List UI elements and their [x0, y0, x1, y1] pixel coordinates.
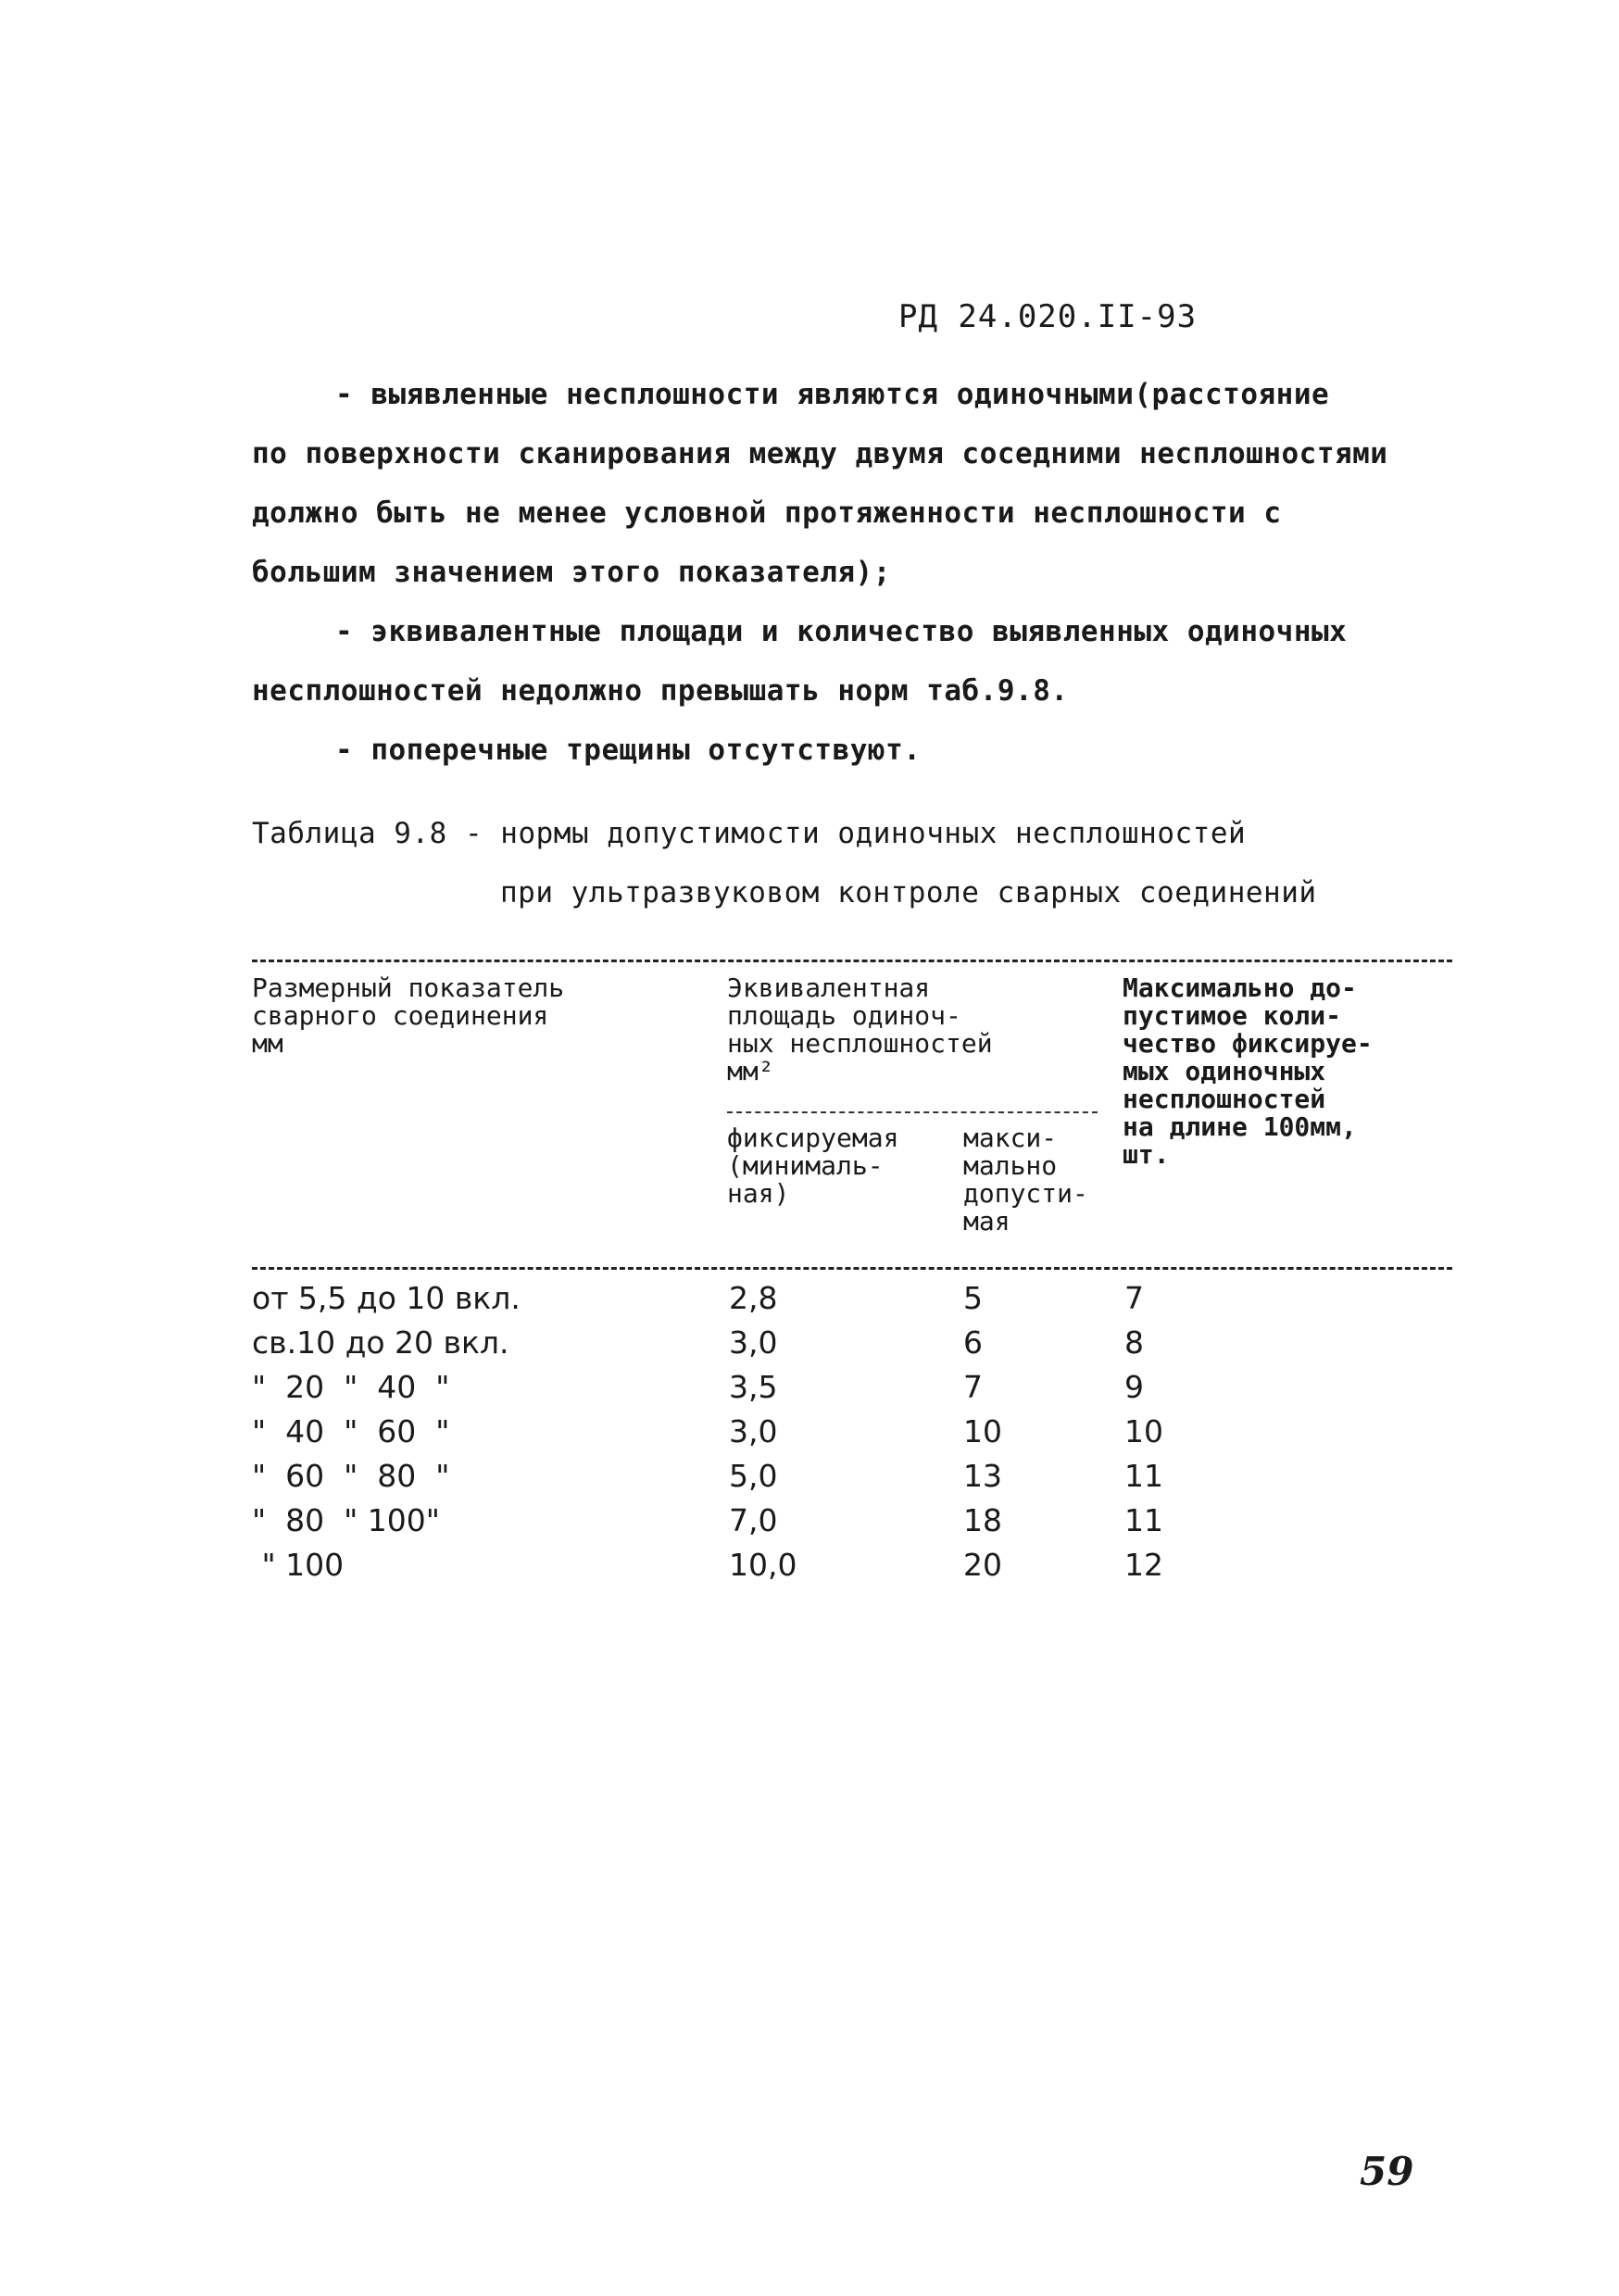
table-cell-min: 7,0: [729, 1502, 778, 1538]
table-cell-count: 7: [1124, 1280, 1144, 1316]
table-cell-max: 13: [963, 1458, 1002, 1494]
table-caption-line2: при ультразвуковом контроле сварных соединений: [500, 876, 1317, 910]
col-area-min-header: фиксируемая (минималь- ная): [727, 1123, 899, 1209]
table-cell-min: 3,0: [729, 1324, 778, 1361]
table-cell-max: 6: [963, 1324, 983, 1361]
table-top-rule: [252, 960, 1452, 962]
table-cell-count: 11: [1124, 1502, 1163, 1538]
table-cell-max: 7: [963, 1369, 983, 1405]
table-cell-count: 11: [1124, 1458, 1163, 1494]
col-size-header: Размерный показатель сварного соединения мм: [252, 972, 565, 1059]
header-bottom-rule: [252, 1267, 1452, 1270]
table-cell-max: 20: [963, 1547, 1002, 1583]
col-count-header: Максимально до- пустимое коли- чество фиксируе- мых одиночных несплошностей на длине 100мм, шт.: [1123, 972, 1373, 1170]
paragraph-line: по поверхности сканирования между двумя соседними несплошностями: [252, 437, 1388, 470]
table-cell-min: 10,0: [729, 1547, 797, 1583]
table-cell-min: 5,0: [729, 1458, 778, 1494]
paragraph-line: - поперечные трещины отсутствуют.: [335, 734, 922, 767]
subheader-rule: [727, 1111, 1098, 1113]
page-number: 59: [1360, 2149, 1414, 2194]
paragraph-line: - выявленные несплошности являются одиночными(расстояние: [335, 378, 1330, 411]
paragraph-line: несплошностей недолжно превышать норм таб.9.8.: [252, 674, 1069, 708]
table-cell-size: " 100: [252, 1547, 345, 1583]
table-cell-count: 10: [1124, 1413, 1163, 1449]
table-cell-max: 18: [963, 1502, 1002, 1538]
table-caption-line1: Таблица 9.8 - нормы допустимости одиночных несплошностей: [252, 817, 1247, 850]
table-cell-size: св.10 до 20 вкл.: [252, 1324, 509, 1361]
col-area-max-header: макси- мально допусти- мая: [963, 1123, 1088, 1236]
col-area-header: Эквивалентная площадь одиноч- ных несплошностей мм²: [727, 972, 993, 1086]
table-cell-min: 3,5: [729, 1369, 778, 1405]
table-cell-size: от 5,5 до 10 вкл.: [252, 1280, 521, 1316]
table-cell-max: 5: [963, 1280, 983, 1316]
table-cell-count: 12: [1124, 1547, 1163, 1583]
table-cell-count: 9: [1124, 1369, 1144, 1405]
document-code: РД 24.020.II-93: [898, 298, 1198, 335]
table-cell-count: 8: [1124, 1324, 1144, 1361]
table-cell-size: " 20 " 40 ": [252, 1369, 450, 1405]
paragraph-line: - эквивалентные площади и количество выявленных одиночных: [335, 615, 1348, 648]
paragraph-line: должно быть не менее условной протяженности несплошности с: [252, 496, 1282, 530]
table-cell-size: " 80 " 100": [252, 1502, 440, 1538]
table-cell-size: " 40 " 60 ": [252, 1413, 450, 1449]
table-cell-min: 3,0: [729, 1413, 778, 1449]
table-cell-max: 10: [963, 1413, 1002, 1449]
table-cell-size: " 60 " 80 ": [252, 1458, 450, 1494]
paragraph-line: большим значением этого показателя);: [252, 556, 891, 589]
table-cell-min: 2,8: [729, 1280, 778, 1316]
